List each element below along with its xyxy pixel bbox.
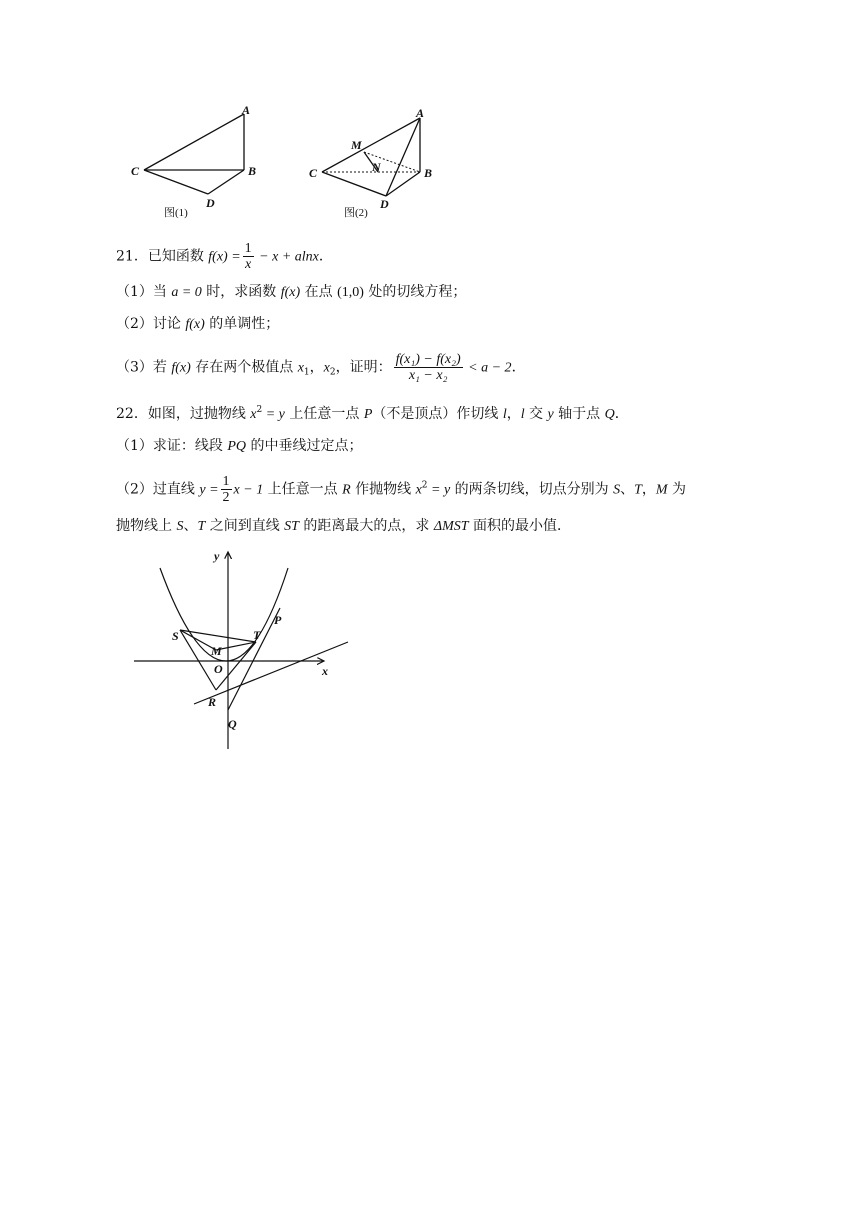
fig2-label-c: C [309,166,318,180]
q21-number: 21． [116,248,148,265]
fig3-label-p: P [274,613,282,627]
figure-1 [128,104,278,222]
q21-part3: （3）若 f(x) 存在两个极值点 $x_1$，$x_2$，证明： $\frac{\text{f(x₁) − f(x₂)}}{\text{x₁ − x₂}}$ < a − 2． [116,352,526,383]
figure-3 [128,544,358,754]
fig1-caption: 图(1) [164,207,188,219]
q22-fraction: $\frac{1}{2}$ [222,474,230,505]
fig2-label-m: M [351,138,362,152]
q21-part1: （1）当 a = 0 时，求函数 f(x) 在点 (1,0) 处的切线方程； [116,284,467,300]
fig3-label-r: R [208,695,217,709]
q22-number: 22． [116,406,148,422]
q21-part2: （2）讨论 f(x) 的单调性； [116,316,280,332]
q22-part2-line1: （2）过直线 y = $\frac{1}{2}$ x − 1 上任意一点 R 作抛物线 $x^2 = y$ 的两条切线，切点分别为 S、T，M 为 [116,474,687,505]
q21-fraction: $\frac{1}{x}$ [244,241,252,272]
fig3-label-y: y [214,549,220,563]
fig3-label-o: O [214,662,223,676]
fig3-label-q: Q [228,717,237,731]
fig1-label-a: A [242,104,251,117]
fig3-label-x: x [322,664,328,678]
q21-function-lhs: f(x) = [208,249,241,265]
fig1-label-c: C [131,164,140,178]
fig2-caption: 图(2) [344,207,368,219]
q21-part3-fraction: $\frac{\text{f(x₁) − f(x₂)}}{\text{x₁ − x₂}}$ [395,352,461,383]
fig1-label-d: D [206,196,215,210]
fig2-label-a: A [416,106,425,120]
fig3-label-m: M [211,644,222,658]
q22-stem: 22．如图，过抛物线 $x^2 = y$ 上任意一点 P（不是顶点）作切线 l，l 交 y 轴于点 Q． [116,405,629,422]
fig3-label-s: S [172,629,179,643]
q21-stem: 21．已知函数 f(x) = $\frac{1}{x}$ − x + alnx． [116,241,333,272]
q22-part2-line2: 抛物线上 S、T 之间到直线 ST 的距离最大的点，求 ΔMST 面积的最小值． [116,518,571,534]
figure-2 [306,104,446,222]
q21-function-rhs: − x + alnx [255,249,319,265]
fig2-label-n: N [372,160,381,174]
fig2-label-d: D [380,197,389,211]
fig3-label-t: T [253,628,261,642]
fig2-label-b: B [424,166,433,180]
q22-part1: （1）求证：线段 PQ 的中垂线过定点； [116,438,363,454]
fig1-label-b: B [248,164,257,178]
parabola [160,568,288,661]
